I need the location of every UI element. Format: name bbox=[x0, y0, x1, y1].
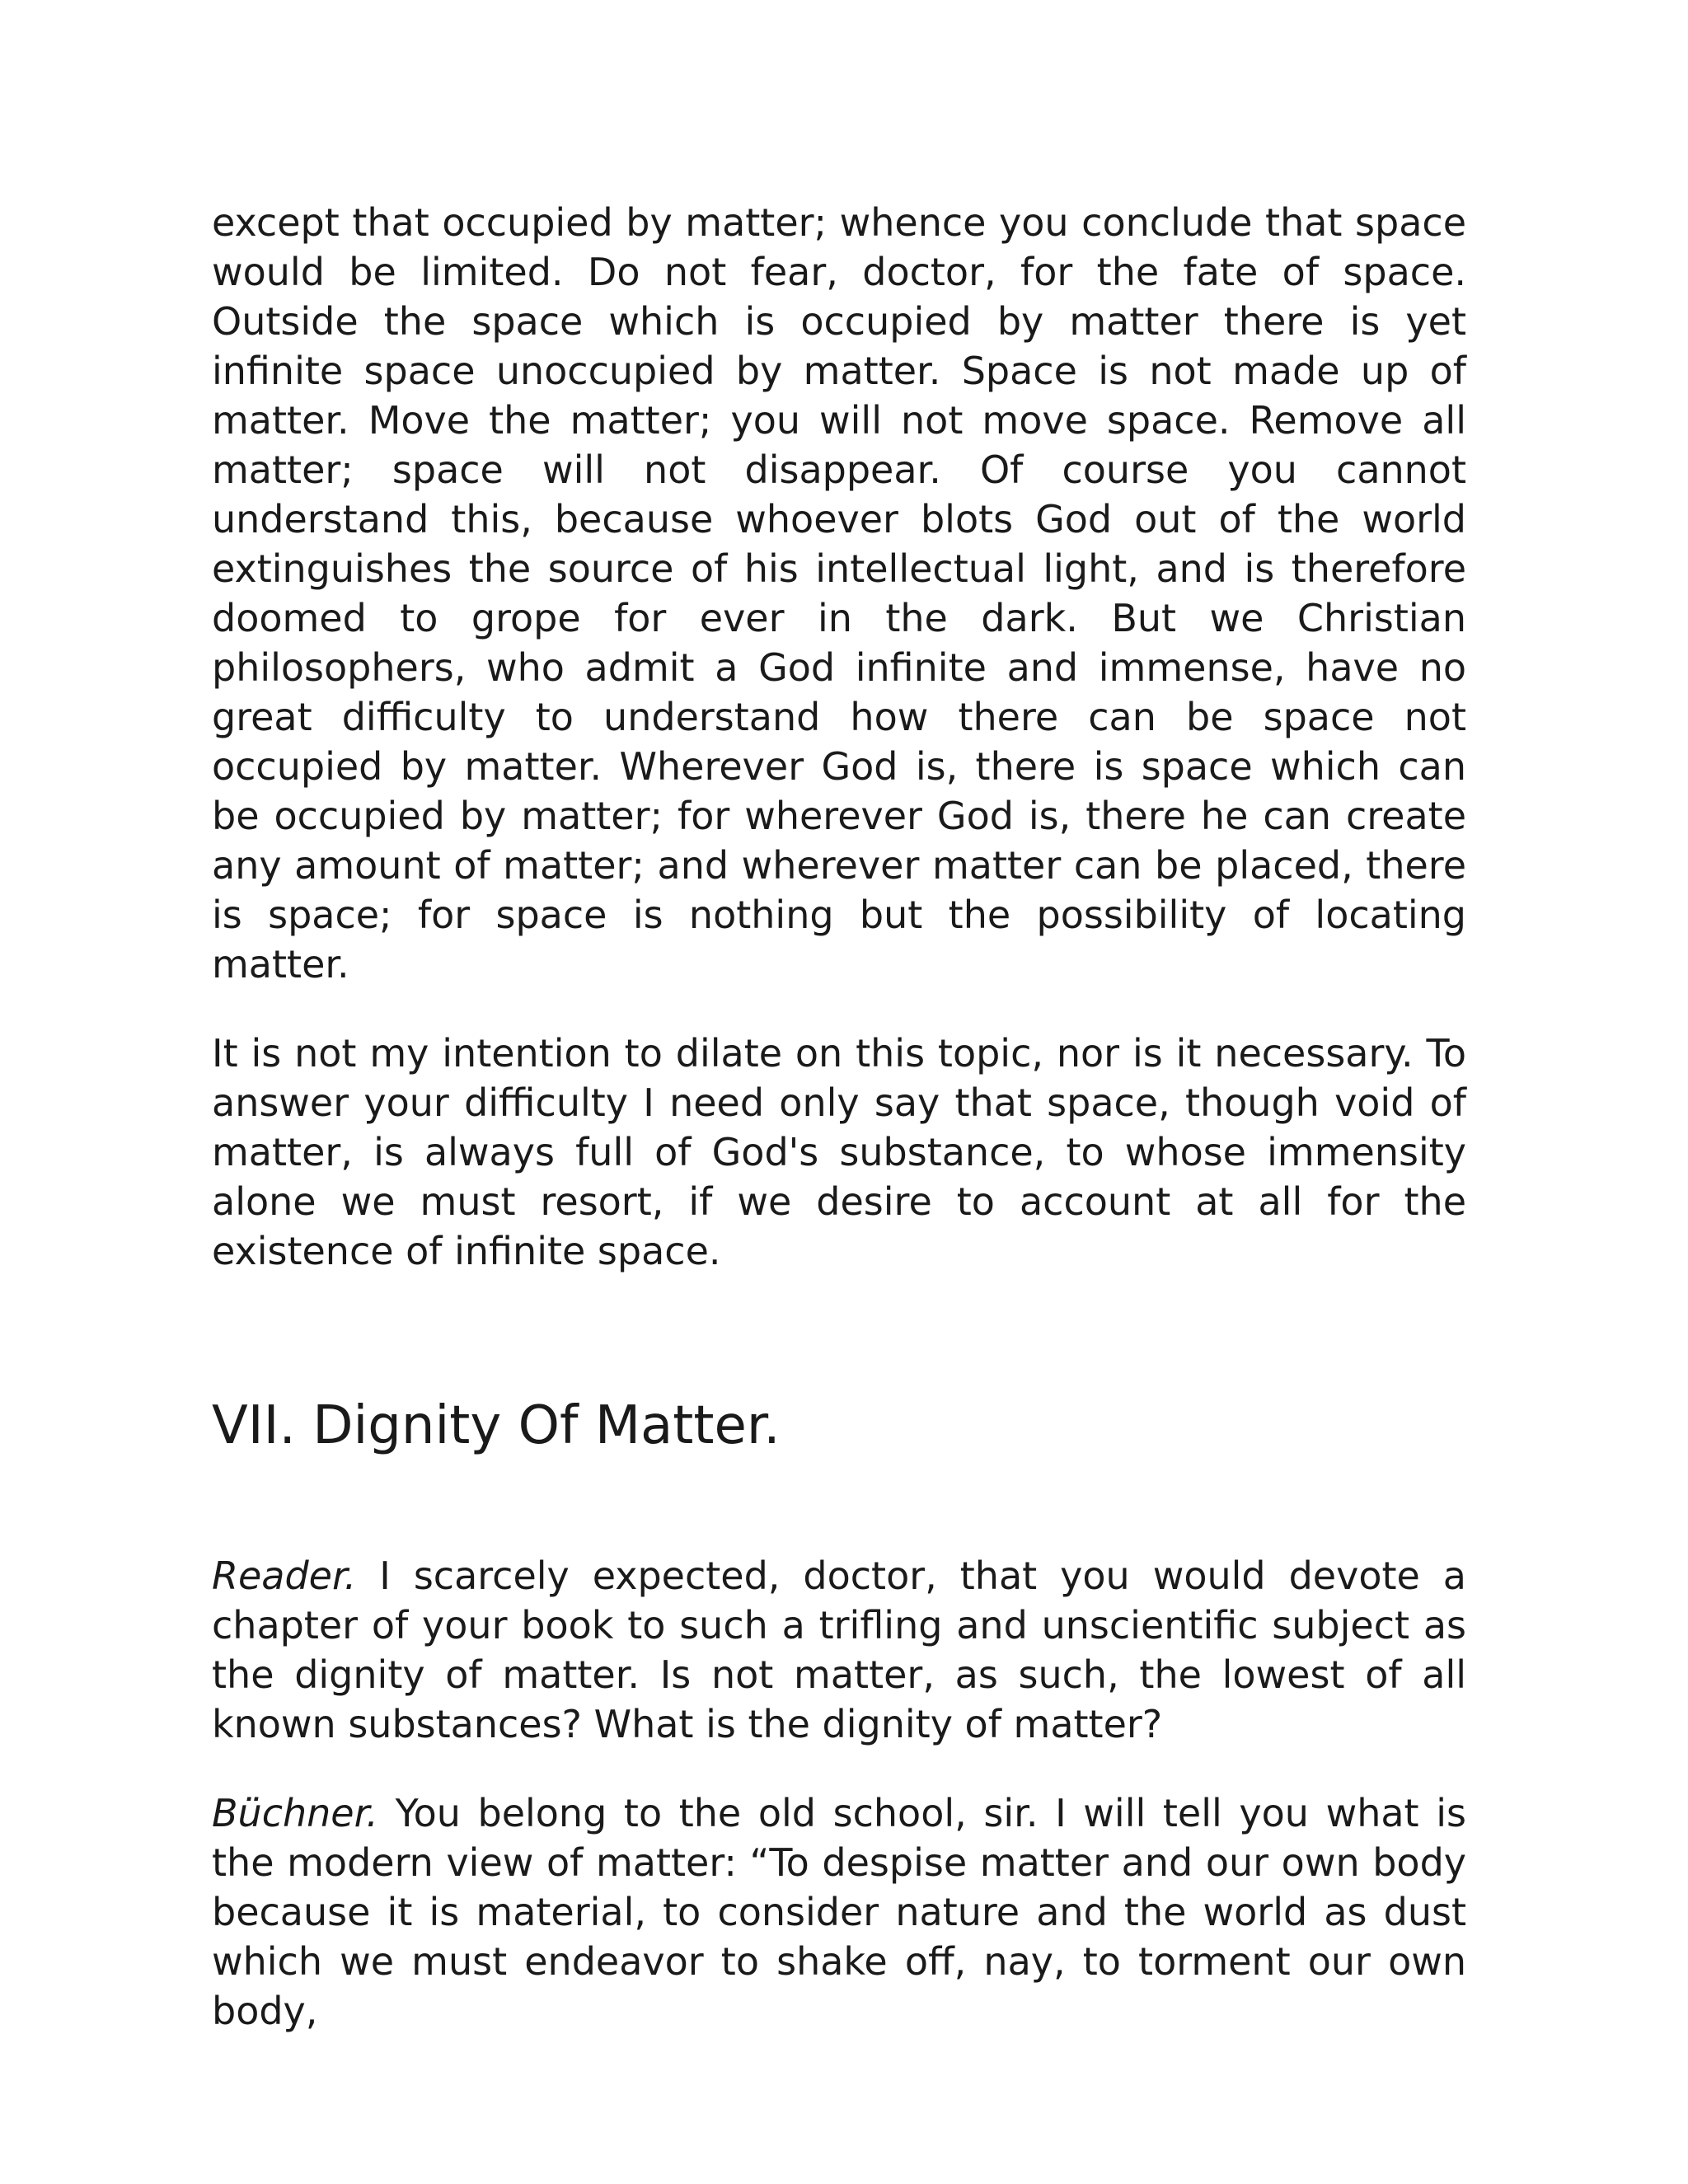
speaker-name: Büchner. bbox=[212, 1791, 378, 1835]
document-page bbox=[212, 198, 1466, 2075]
body-paragraph: except that occupied by matter; whence you conclude that space would be limited. Do not fear, doctor, for the fate of space. Outside the space which is occupied by matter there is yet infinite space unoccupied by matter. Space is not made up of matter. Move the matter; you will not move space. Remove all matter; space will not disappear. Of course you cannot understand this, because whoever blots God out of the world extinguishes the source of his intellectual light, and is therefore doomed to grope for ever in the dark. But we Christian philosophers, who admit a God infinite and immense, have no great difficulty to understand how there can be space not occupied by matter. Wherever God is, there is space which can be occupied by matter; for wherever God is, there he can create any amount of matter; and wherever matter can be placed, there is space; for space is nothing but the possibility of locating matter. bbox=[212, 200, 1466, 987]
dialogue-text: I scarcely expected, doctor, that you would devote a chapter of your book to such a trifling and unscientific subject as the dignity of matter. Is not matter, as such, the lowest of all known substances? What is the dignity of matter? bbox=[212, 1554, 1466, 1746]
dialogue-paragraph-reader bbox=[212, 1551, 1466, 1749]
dialogue-text: You belong to the old school, sir. I will tell you what is the modern view of matter: “To despise matter and our own body because it is material, to consider nature and the world as dust which we must endeavor to shake off, nay, to torment our own body, bbox=[212, 1791, 1466, 2033]
speaker-name: Reader. bbox=[212, 1554, 357, 1598]
dialogue-paragraph-buechner bbox=[212, 1788, 1466, 2036]
section-heading: VII. Dignity Of Matter. bbox=[212, 1395, 781, 1456]
body-paragraph: It is not my intention to dilate on this topic, nor is it necessary. To answer your difficulty I need only say that space, though void of matter, is always full of God's substance, to whose immensity alone we must resort, if we desire to account at all for the existence of infinite space. bbox=[212, 1031, 1466, 1273]
